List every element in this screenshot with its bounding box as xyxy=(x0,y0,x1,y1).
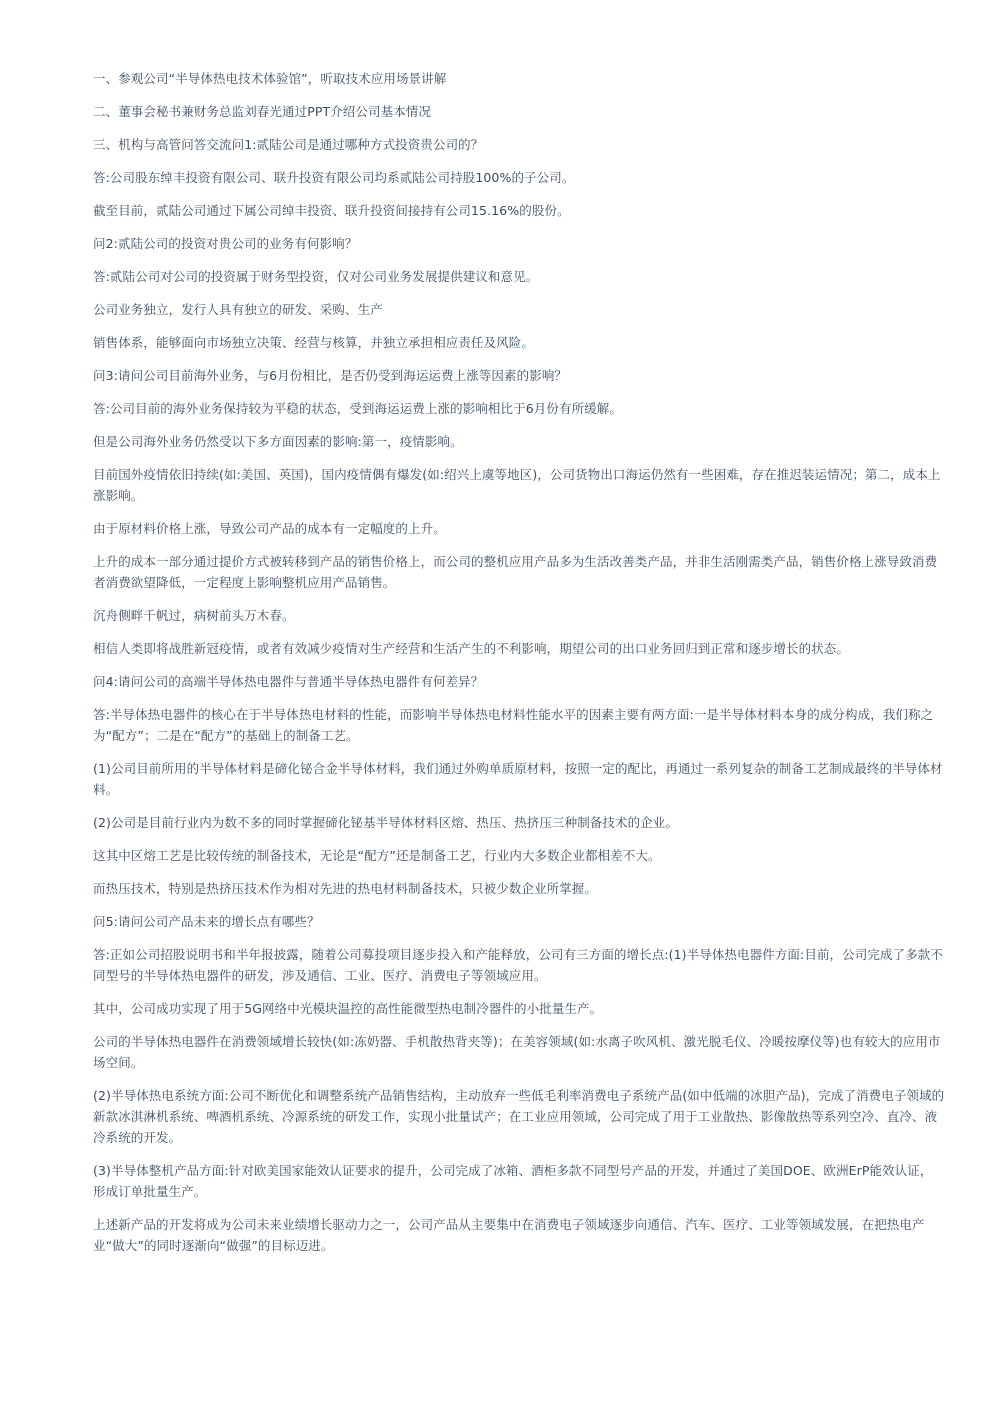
paragraph: (3)半导体整机产品方面:针对欧美国家能效认证要求的提升，公司完成了冰箱、酒柜多款不同型号产品的开发，并通过了美国DOE、欧洲ErP能效认证，形成订单批量生产。 xyxy=(93,1163,933,1199)
paragraph: (1)公司目前所用的半导体材料是碲化铋合金半导体材料，我们通过外购单质原材料，按照一定的配比，再通过一系列复杂的制备工艺制成最终的半导体材料。 xyxy=(93,761,943,797)
paragraph: 公司业务独立，发行人具有独立的研发、采购、生产 xyxy=(93,302,383,317)
paragraph: 问4:请问公司的高端半导体热电器件与普通半导体热电器件有何差异？ xyxy=(93,674,484,689)
paragraph: 而热压技术，特别是热挤压技术作为相对先进的热电材料制备技术，只被少数企业所掌握。 xyxy=(93,881,598,896)
paragraph: 答:正如公司招股说明书和半年报披露，随着公司募投项目逐步投入和产能释放，公司有三方面的增长点:(1)半导体热电器件方面:目前，公司完成了多款不同型号的半导体热电器件的研发，涉及通信、工业、医疗、消费电子等领域应用。 xyxy=(93,947,943,983)
paragraph: 由于原材料价格上涨，导致公司产品的成本有一定幅度的上升。 xyxy=(93,521,446,536)
paragraph: 上述新产品的开发将成为公司未来业绩增长驱动力之一，公司产品从主要集中在消费电子领域逐步向通信、汽车、医疗、工业等领域发展，在把热电产业“做大”的同时逐渐向“做强”的目标迈进。 xyxy=(93,1217,925,1253)
paragraph: 三、机构与高管问答交流问1:贰陆公司是通过哪种方式投资贵公司的？ xyxy=(93,137,484,152)
paragraph: 沉舟侧畔千帆过，病树前头万木春。 xyxy=(93,608,295,623)
paragraph: 销售体系，能够面向市场独立决策、经营与核算，并独立承担相应责任及风险。 xyxy=(93,335,535,350)
paragraph: 上升的成本一部分通过提价方式被转移到产品的销售价格上，而公司的整机应用产品多为生活改善类产品，并非生活刚需类产品，销售价格上涨导致消费者消费欲望降低，一定程度上影响整机应用产品销售。 xyxy=(93,554,938,590)
paragraph: 其中，公司成功实现了用于5G网络中光模块温控的高性能微型热电制冷器件的小批量生产。 xyxy=(93,1001,603,1016)
paragraph: 问5:请问公司产品未来的增长点有哪些？ xyxy=(93,914,320,929)
paragraph: 但是公司海外业务仍然受以下多方面因素的影响:第一，疫情影响。 xyxy=(93,434,463,449)
paragraph: 目前国外疫情依旧持续(如:美国、英国)，国内疫情偶有爆发(如:绍兴上虞等地区)，公司货物出口海运仍然有一些困难，存在推迟装运情况；第二，成本上涨影响。 xyxy=(93,467,941,503)
paragraph: 公司的半导体热电器件在消费领域增长较快(如:冻奶器、手机散热背夹等)；在美容领域(如:水离子吹风机、激光脱毛仪、冷暖按摩仪等)也有较大的应用市场空间。 xyxy=(93,1034,941,1070)
paragraph: 答:公司股东绰丰投资有限公司、联升投资有限公司均系贰陆公司持股100%的子公司。 xyxy=(93,170,575,185)
paragraph: 一、参观公司“半导体热电技术体验馆”，听取技术应用场景讲解 xyxy=(93,71,447,86)
document-body xyxy=(93,68,945,1268)
paragraph: 相信人类即将战胜新冠疫情，或者有效减少疫情对生产经营和生活产生的不利影响，期望公司的出口业务回归到正常和逐步增长的状态。 xyxy=(93,641,850,656)
paragraph: (2)半导体热电系统方面:公司不断优化和调整系统产品销售结构，主动放弃一些低毛利率消费电子系统产品(如中低端的冰胆产品)，完成了消费电子领域的新款冰淇淋机系统、啤酒机系统、冷源系统的研发工作，实现小批量试产；在工业应用领域，公司完成了用于工业散热、影像散热等系列空冷、直冷、液冷系统的开发。 xyxy=(93,1088,945,1145)
paragraph: 截至目前，贰陆公司通过下属公司绰丰投资、联升投资间接持有公司15.16%的股份。 xyxy=(93,203,570,218)
paragraph: (2)公司是目前行业内为数不多的同时掌握碲化铋基半导体材料区熔、热压、热挤压三种制备技术的企业。 xyxy=(93,815,679,830)
paragraph: 答:公司目前的海外业务保持较为平稳的状态，受到海运运费上涨的影响相比于6月份有所缓解。 xyxy=(93,401,622,416)
paragraph: 答:半导体热电器件的核心在于半导体热电材料的性能，而影响半导体热电材料性能水平的因素主要有两方面:一是半导体材料本身的成分构成，我们称之为“配方”；二是在“配方”的基础上的制备工艺。 xyxy=(93,707,934,743)
paragraph: 二、董事会秘书兼财务总监刘春光通过PPT介绍公司基本情况 xyxy=(93,104,432,119)
paragraph: 问3:请问公司目前海外业务，与6月份相比，是否仍受到海运运费上涨等因素的影响？ xyxy=(93,368,568,383)
paragraph: 问2:贰陆公司的投资对贵公司的业务有何影响？ xyxy=(93,236,358,251)
paragraph: 答:贰陆公司对公司的投资属于财务型投资，仅对公司业务发展提供建议和意见。 xyxy=(93,269,539,284)
paragraph: 这其中区熔工艺是比较传统的制备技术，无论是“配方”还是制备工艺，行业内大多数企业都相差不大。 xyxy=(93,848,661,863)
